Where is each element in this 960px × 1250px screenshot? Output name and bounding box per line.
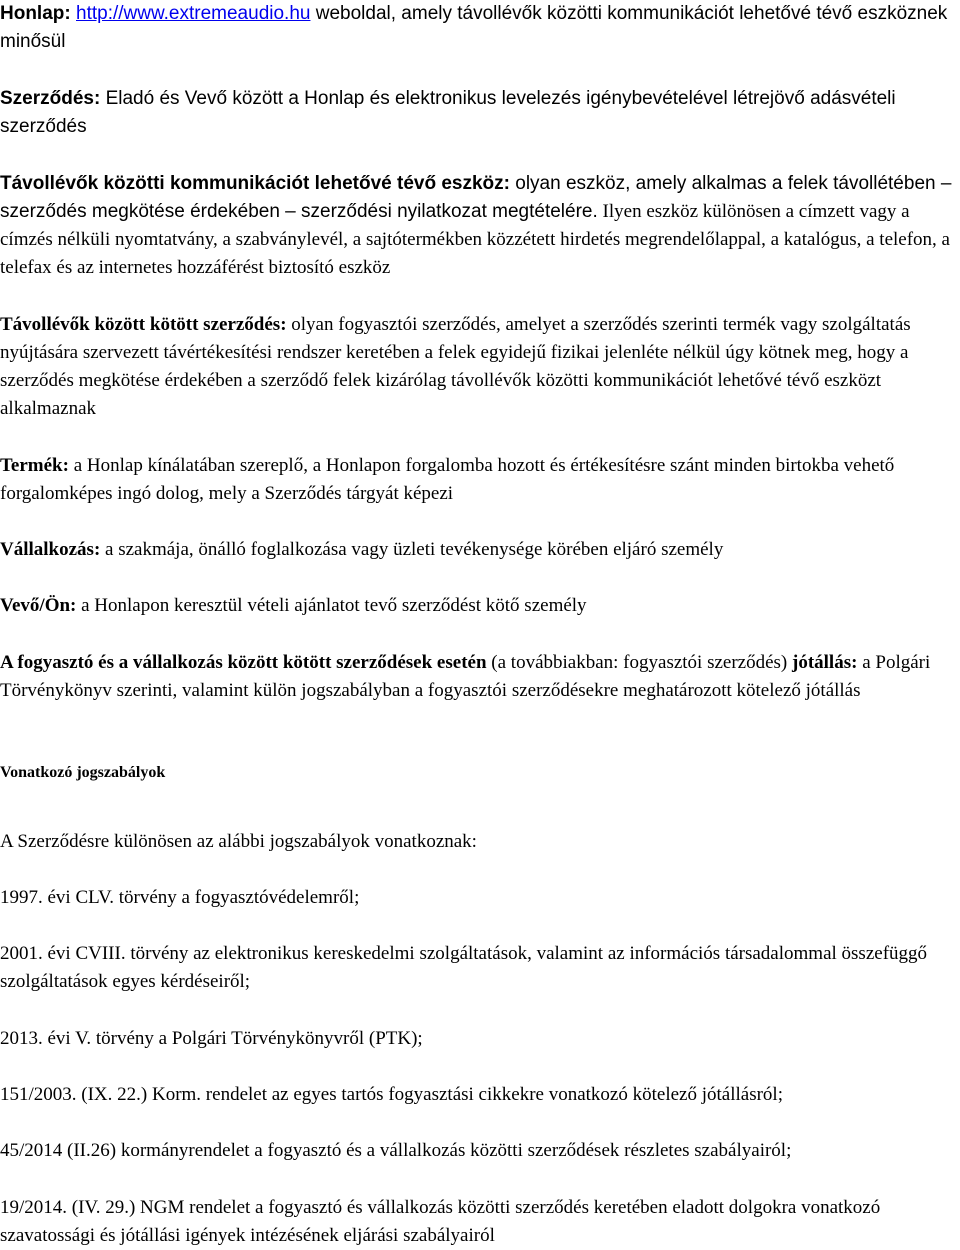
definition-jotallas [0, 649, 960, 705]
section-heading: Vonatkozó jogszabályok [0, 764, 166, 781]
definition-vallalkozas [0, 536, 960, 564]
definition-szerzodes-text: Eladó és Vevő között a Honlap és elektronikus levelezés igénybevételével létrejövő adásvételi szerződés [0, 88, 896, 137]
definition-honlap [0, 0, 960, 56]
definition-vevo [0, 592, 960, 620]
definition-eszkoz [0, 170, 960, 282]
term-szerzodes: Szerződés: [0, 88, 101, 109]
definition-szerzodes [0, 85, 960, 141]
definition-vevo-text: a Honlapon keresztül vételi ajánlatot tevő szerződést kötő személy [76, 595, 587, 616]
term-jotallas: jótállás: [792, 652, 858, 673]
term-vallalkozas: Vállalkozás: [0, 539, 101, 560]
definition-vallalkozas-text: a szakmája, önálló foglalkozása vagy üzleti tevékenysége körében eljáró személy [100, 539, 724, 560]
term-vevo: Vevő/Ön: [0, 595, 77, 616]
term-fogyasztoi-szerzodes: A fogyasztó és a vállalkozás között kötött szerződések esetén [0, 652, 487, 673]
law-item: 151/2003. (IX. 22.) Korm. rendelet az egyes tartós fogyasztási cikkekre vonatkozó kötelező jótállásról; [0, 1084, 783, 1105]
website-link[interactable]: http://www.extremeaudio.hu [76, 3, 311, 24]
definition-eszkoz-text-serif: Ilyen eszköz különösen a címzett vagy a címzés nélküli nyomtatvány, a szabványlevél, a sajtótermékben közzétett hirdetés megrendelőlappal, a katalógus, a telefon, a telefax és az internetes hozzáférést biztosító eszköz [0, 201, 950, 278]
definition-termek [0, 452, 960, 508]
law-item: 19/2014. (IV. 29.) NGM rendelet a fogyasztó és vállalkozás közötti szerződés keretében eladott dolgokra vonatkozó szavatossági és jótállási igények intézésének eljárási szabályairól [0, 1197, 881, 1246]
definition-tavollevo-szerzodes-text: olyan fogyasztói szerződés, amelyet a szerződés szerinti termék vagy szolgáltatás nyújtására szervezett távértékesítési rendszer keretében a felek egyidejű fizikai jelenléte nélkül úgy kötnek meg, hogy a szerződés megkötése érdekében a szerződő felek kizárólag távollévők közötti kommunikációt lehetővé tévő eszközt alkalmaznak [0, 314, 911, 419]
definition-honlap-text: weboldal, amely távollévők közötti kommunikációt lehetővé tévő eszköznek minősül [0, 3, 948, 52]
definition-jotallas-text1: (a továbbiakban: fogyasztói szerződés) [486, 652, 792, 673]
definition-termek-text: a Honlap kínálatában szereplő, a Honlapon forgalomba hozott és értékesítésre szánt minden birtokba vehető forgalomképes ingó dolog, mely a Szerződés tárgyát képezi [0, 455, 895, 504]
term-tavollevo-szerzodes: Távollévők között kötött szerződés: [0, 314, 287, 335]
term-termek: Termék: [0, 455, 69, 476]
law-item: 45/2014 (II.26) kormányrendelet a fogyasztó és a vállalkozás közötti szerződések részletes szabályairól; [0, 1140, 792, 1161]
definition-eszkoz-text-sans: olyan eszköz, amely alkalmas a felek távollétében – szerződés megkötése érdekében – szerződési nyilatkozat megtételére. [0, 173, 952, 222]
definition-tavollevo-szerzodes [0, 311, 960, 423]
term-honlap: Honlap: [0, 3, 71, 24]
law-item: 2001. évi CVIII. törvény az elektronikus kereskedelmi szolgáltatások, valamint az információs társadalommal összefüggő szolgáltatások egyes kérdéseiről; [0, 943, 928, 992]
term-eszkoz: Távollévők közötti kommunikációt lehetővé tévő eszköz: [0, 173, 510, 194]
law-item: 2013. évi V. törvény a Polgári Törvénykönyvről (PTK); [0, 1028, 423, 1049]
laws-intro: A Szerződésre különösen az alábbi jogszabályok vonatkoznak: [0, 831, 477, 852]
definition-jotallas-text2: a Polgári Törvénykönyv szerinti, valamint külön jogszabályban a fogyasztói szerződésekre meghatározott kötelező jótállás [0, 652, 931, 701]
law-item: 1997. évi CLV. törvény a fogyasztóvédelemről; [0, 887, 360, 908]
